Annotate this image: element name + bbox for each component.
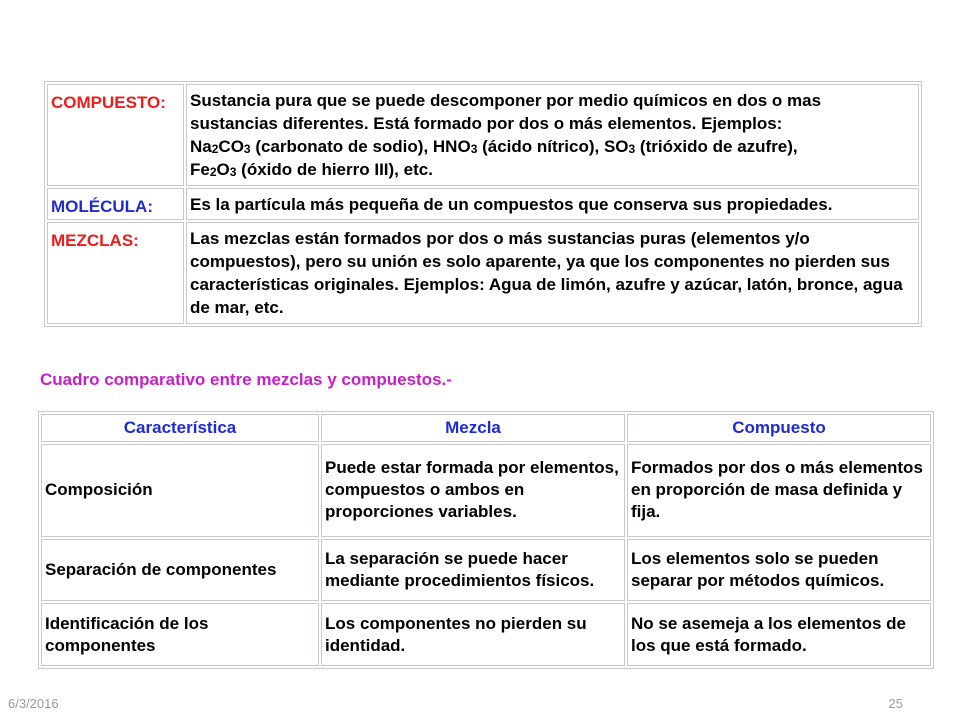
slide-number: 25 xyxy=(888,696,903,711)
slide-date: 6/3/2016 xyxy=(8,696,59,711)
column-header-characteristic: Característica xyxy=(41,414,319,442)
comparison-table xyxy=(38,411,934,669)
row-characteristic: Composición xyxy=(41,444,319,537)
definitions-table xyxy=(44,81,922,327)
row-mixture: La separación se puede hacer mediante procedimientos físicos. xyxy=(321,539,625,602)
formula-example: $Na_2CO_3$ (carbonato de sodio), xyxy=(190,137,433,156)
definition-term: MEZCLAS: xyxy=(47,222,184,324)
column-header-mixture: Mezcla xyxy=(321,414,625,442)
comparison-row xyxy=(41,603,931,666)
definition-row xyxy=(47,84,919,186)
comparison-row xyxy=(41,539,931,602)
definition-line: Sustancia pura que se puede descomponer por medio químicos en dos o mas xyxy=(190,91,822,110)
row-mixture: Puede estar formada por elementos, compuestos o ambos en proporciones variables. xyxy=(321,444,625,537)
column-header-compound: Compuesto xyxy=(627,414,931,442)
formula-example: $HNO_3$ (ácido nítrico), xyxy=(432,137,604,156)
definition-line: sustancias diferentes. Está formado por dos o más elementos. Ejemplos: xyxy=(190,114,783,133)
definition-term: MOLÉCULA: xyxy=(47,188,184,220)
formula-example: $SO_3$ (trióxido de azufre), xyxy=(603,137,798,156)
comparison-header-row xyxy=(41,414,931,442)
definition-text: Las mezclas están formados por dos o más sustancias puras (elementos y/o compuestos), pero su unión es solo aparente, ya que los componentes no pierden sus características originales. Ejemplos: Agua de limón, azufre y azúcar, latón, bronce, agua de mar, etc. xyxy=(186,222,919,324)
definition-text: Es la partícula más pequeña de un compuestos que conserva sus propiedades. xyxy=(186,188,919,220)
row-compound: No se asemeja a los elementos de los que está formado. xyxy=(627,603,931,666)
comparison-heading: Cuadro comparativo entre mezclas y compuestos.- xyxy=(40,370,452,389)
row-characteristic: Identificación de los componentes xyxy=(41,603,319,666)
definition-term: COMPUESTO: xyxy=(47,84,184,186)
definition-text xyxy=(186,84,919,186)
row-compound: Los elementos solo se pueden separar por métodos químicos. xyxy=(627,539,931,602)
row-mixture: Los componentes no pierden su identidad. xyxy=(321,603,625,666)
formula-example: $Fe_2O_3$ (óxido de hierro III), etc. xyxy=(190,160,433,179)
definition-row xyxy=(47,188,919,220)
row-characteristic: Separación de componentes xyxy=(41,539,319,602)
row-compound: Formados por dos o más elementos en proporción de masa definida y fija. xyxy=(627,444,931,537)
definition-row xyxy=(47,222,919,324)
comparison-row xyxy=(41,444,931,537)
